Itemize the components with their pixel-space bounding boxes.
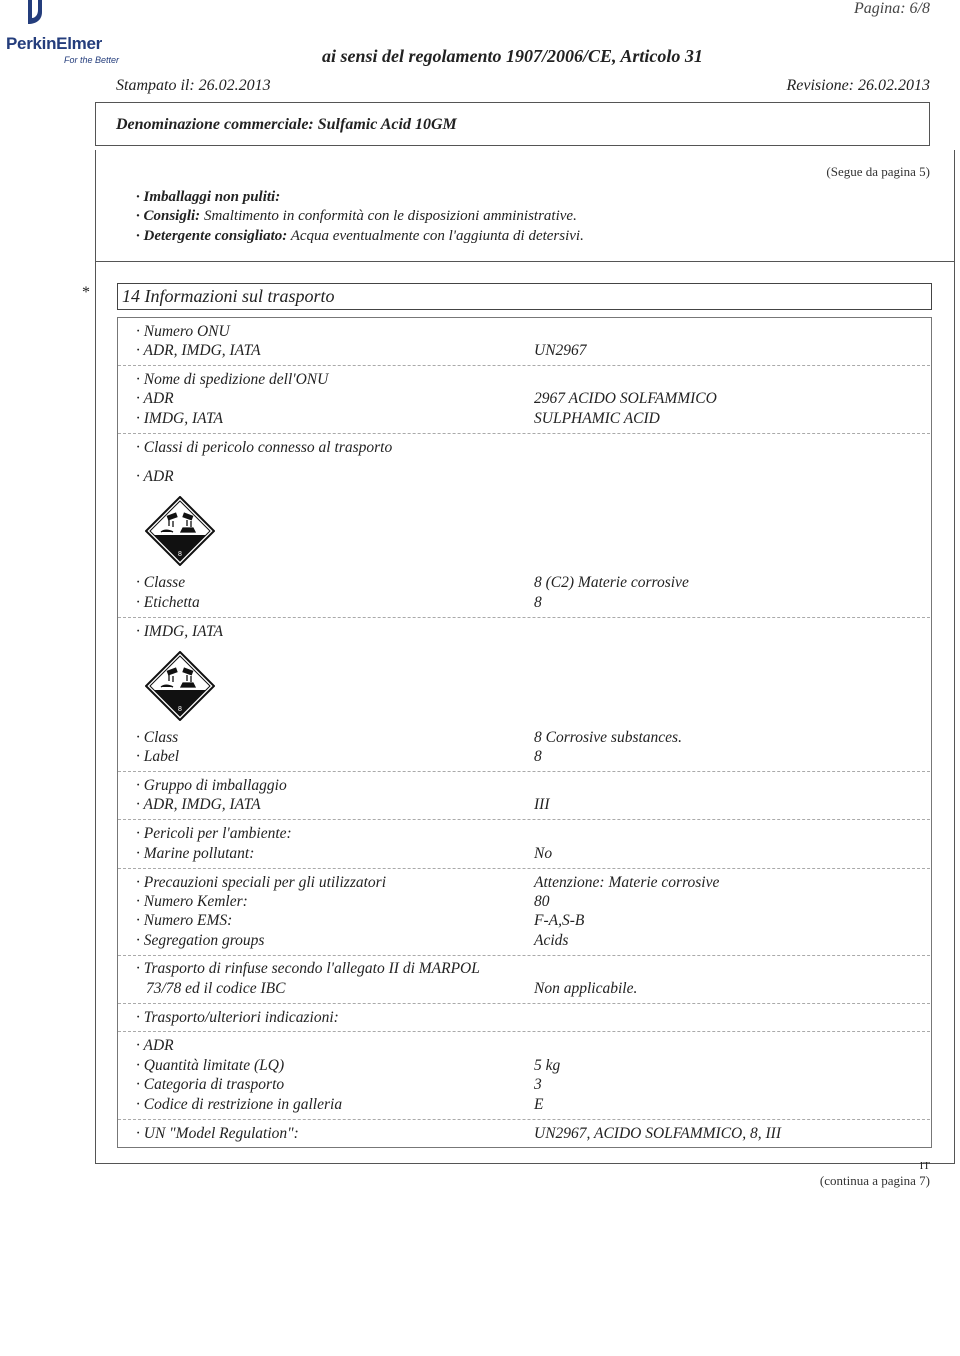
categoria-value: 3	[534, 1076, 542, 1093]
onu-value: UN2967	[534, 342, 587, 359]
s13-line-2: · Consigli: Smaltimento in conformità con le disposizioni amministrative.	[136, 208, 577, 224]
corrosive-pictogram-icon	[145, 651, 215, 721]
section14-title: 14 Informazioni sul trasporto	[122, 286, 335, 306]
etichetta-label: · Etichetta	[136, 594, 200, 611]
logo-name: PerkinElmer	[6, 34, 102, 53]
adr-label: · ADR	[136, 390, 174, 407]
class-value: 8 Corrosive substances.	[534, 729, 682, 746]
lq-value: 5 kg	[534, 1057, 561, 1074]
regulation-title: ai sensi del regolamento 1907/2006/CE, Articolo 31	[322, 46, 703, 66]
ems-value: F-A,S-B	[534, 912, 585, 929]
imdg-iata-label-2: · IMDG, IATA	[136, 623, 223, 640]
continued-to: (continua a pagina 7)	[819, 1173, 930, 1188]
revision-marker: *	[82, 284, 90, 301]
adr-label-2: · ADR	[136, 468, 174, 485]
adr-shipping-name: 2967 ACIDO SOLFAMMICO	[534, 390, 717, 407]
divider	[118, 1031, 930, 1032]
divider	[118, 365, 930, 366]
pictogram-class-label: 8	[178, 706, 182, 713]
nome-spedizione-label: · Nome di spedizione dell'ONU	[136, 371, 329, 388]
kemler-value: 80	[534, 893, 550, 910]
language-code: IT	[919, 1160, 930, 1172]
revision-date: Revisione: 26.02.2013	[786, 77, 930, 94]
gruppo-imballaggio-label: · Gruppo di imballaggio	[136, 777, 287, 794]
divider	[118, 868, 930, 869]
divider	[118, 433, 930, 434]
gruppo-value: III	[534, 796, 550, 813]
pericoli-ambiente-label: · Pericoli per l'ambiente:	[136, 825, 292, 842]
precauzioni-label: · Precauzioni speciali per gli utilizzatori	[136, 874, 386, 891]
numero-onu-label: · Numero ONU	[136, 323, 230, 340]
section14-header	[117, 283, 932, 310]
s13-line-3: · Detergente consigliato: Acqua eventualmente con l'aggiunta di detersivi.	[136, 228, 584, 244]
perkinelmer-logo-icon	[22, 0, 50, 34]
logo-tagline: For the Better	[64, 55, 120, 65]
galleria-value: E	[534, 1096, 544, 1113]
imdg-shipping-name: SULPHAMIC ACID	[534, 410, 660, 427]
trade-name: Denominazione commerciale: Sulfamic Acid 10GM	[116, 116, 457, 133]
divider	[118, 819, 930, 820]
corrosive-pictogram-icon	[145, 496, 215, 566]
galleria-label: · Codice di restrizione in galleria	[136, 1096, 343, 1113]
rinfuse-label-line-2: 73/78 ed il codice IBC	[146, 980, 286, 997]
divider	[118, 1119, 930, 1120]
class-label: · Class	[136, 729, 179, 746]
onu-modes-label: · ADR, IMDG, IATA	[136, 342, 261, 359]
classe-value: 8 (C2) Materie corrosive	[534, 574, 689, 591]
marine-pollutant-label: · Marine pollutant:	[136, 845, 255, 862]
divider	[118, 1003, 930, 1004]
marine-pollutant-value: No	[534, 845, 553, 862]
divider	[118, 955, 930, 956]
divider	[118, 617, 930, 618]
continued-from: (Segue da pagina 5)	[826, 164, 930, 179]
kemler-label: · Numero Kemler:	[136, 893, 248, 910]
ulteriori-indicazioni-label: · Trasporto/ulteriori indicazioni:	[136, 1009, 339, 1026]
precauzioni-value: Attenzione: Materie corrosive	[534, 874, 720, 891]
lq-label: · Quantità limitate (LQ)	[136, 1057, 285, 1074]
pictogram-class-label: 8	[178, 551, 182, 558]
s13-line-1: · Imballaggi non puliti:	[136, 189, 281, 205]
etichetta-value: 8	[534, 594, 542, 611]
segregation-label: · Segregation groups	[136, 932, 265, 949]
categoria-label: · Categoria di trasporto	[136, 1076, 285, 1093]
label-label: · Label	[136, 748, 180, 765]
page-number: Pagina: 6/8	[854, 0, 930, 17]
classe-label: · Classe	[136, 574, 186, 591]
rinfuse-value: Non applicabile.	[534, 980, 638, 997]
printed-date: Stampato il: 26.02.2013	[116, 77, 271, 94]
rinfuse-label-line-1: · Trasporto di rinfuse secondo l'allegato II di MARPOL	[136, 960, 480, 977]
trade-name-box	[95, 102, 930, 146]
label-value: 8	[534, 748, 542, 765]
classi-pericolo-label: · Classi di pericolo connesso al trasporto	[136, 439, 393, 456]
model-regulation-label: · UN "Model Regulation":	[136, 1125, 299, 1142]
ems-label: · Numero EMS:	[136, 912, 233, 929]
adr-label-3: · ADR	[136, 1037, 174, 1054]
model-regulation-value: UN2967, ACIDO SOLFAMMICO, 8, III	[534, 1125, 781, 1142]
gruppo-modes-label: · ADR, IMDG, IATA	[136, 796, 261, 813]
imdg-iata-label: · IMDG, IATA	[136, 410, 223, 427]
divider	[118, 771, 930, 772]
segregation-value: Acids	[534, 932, 569, 949]
